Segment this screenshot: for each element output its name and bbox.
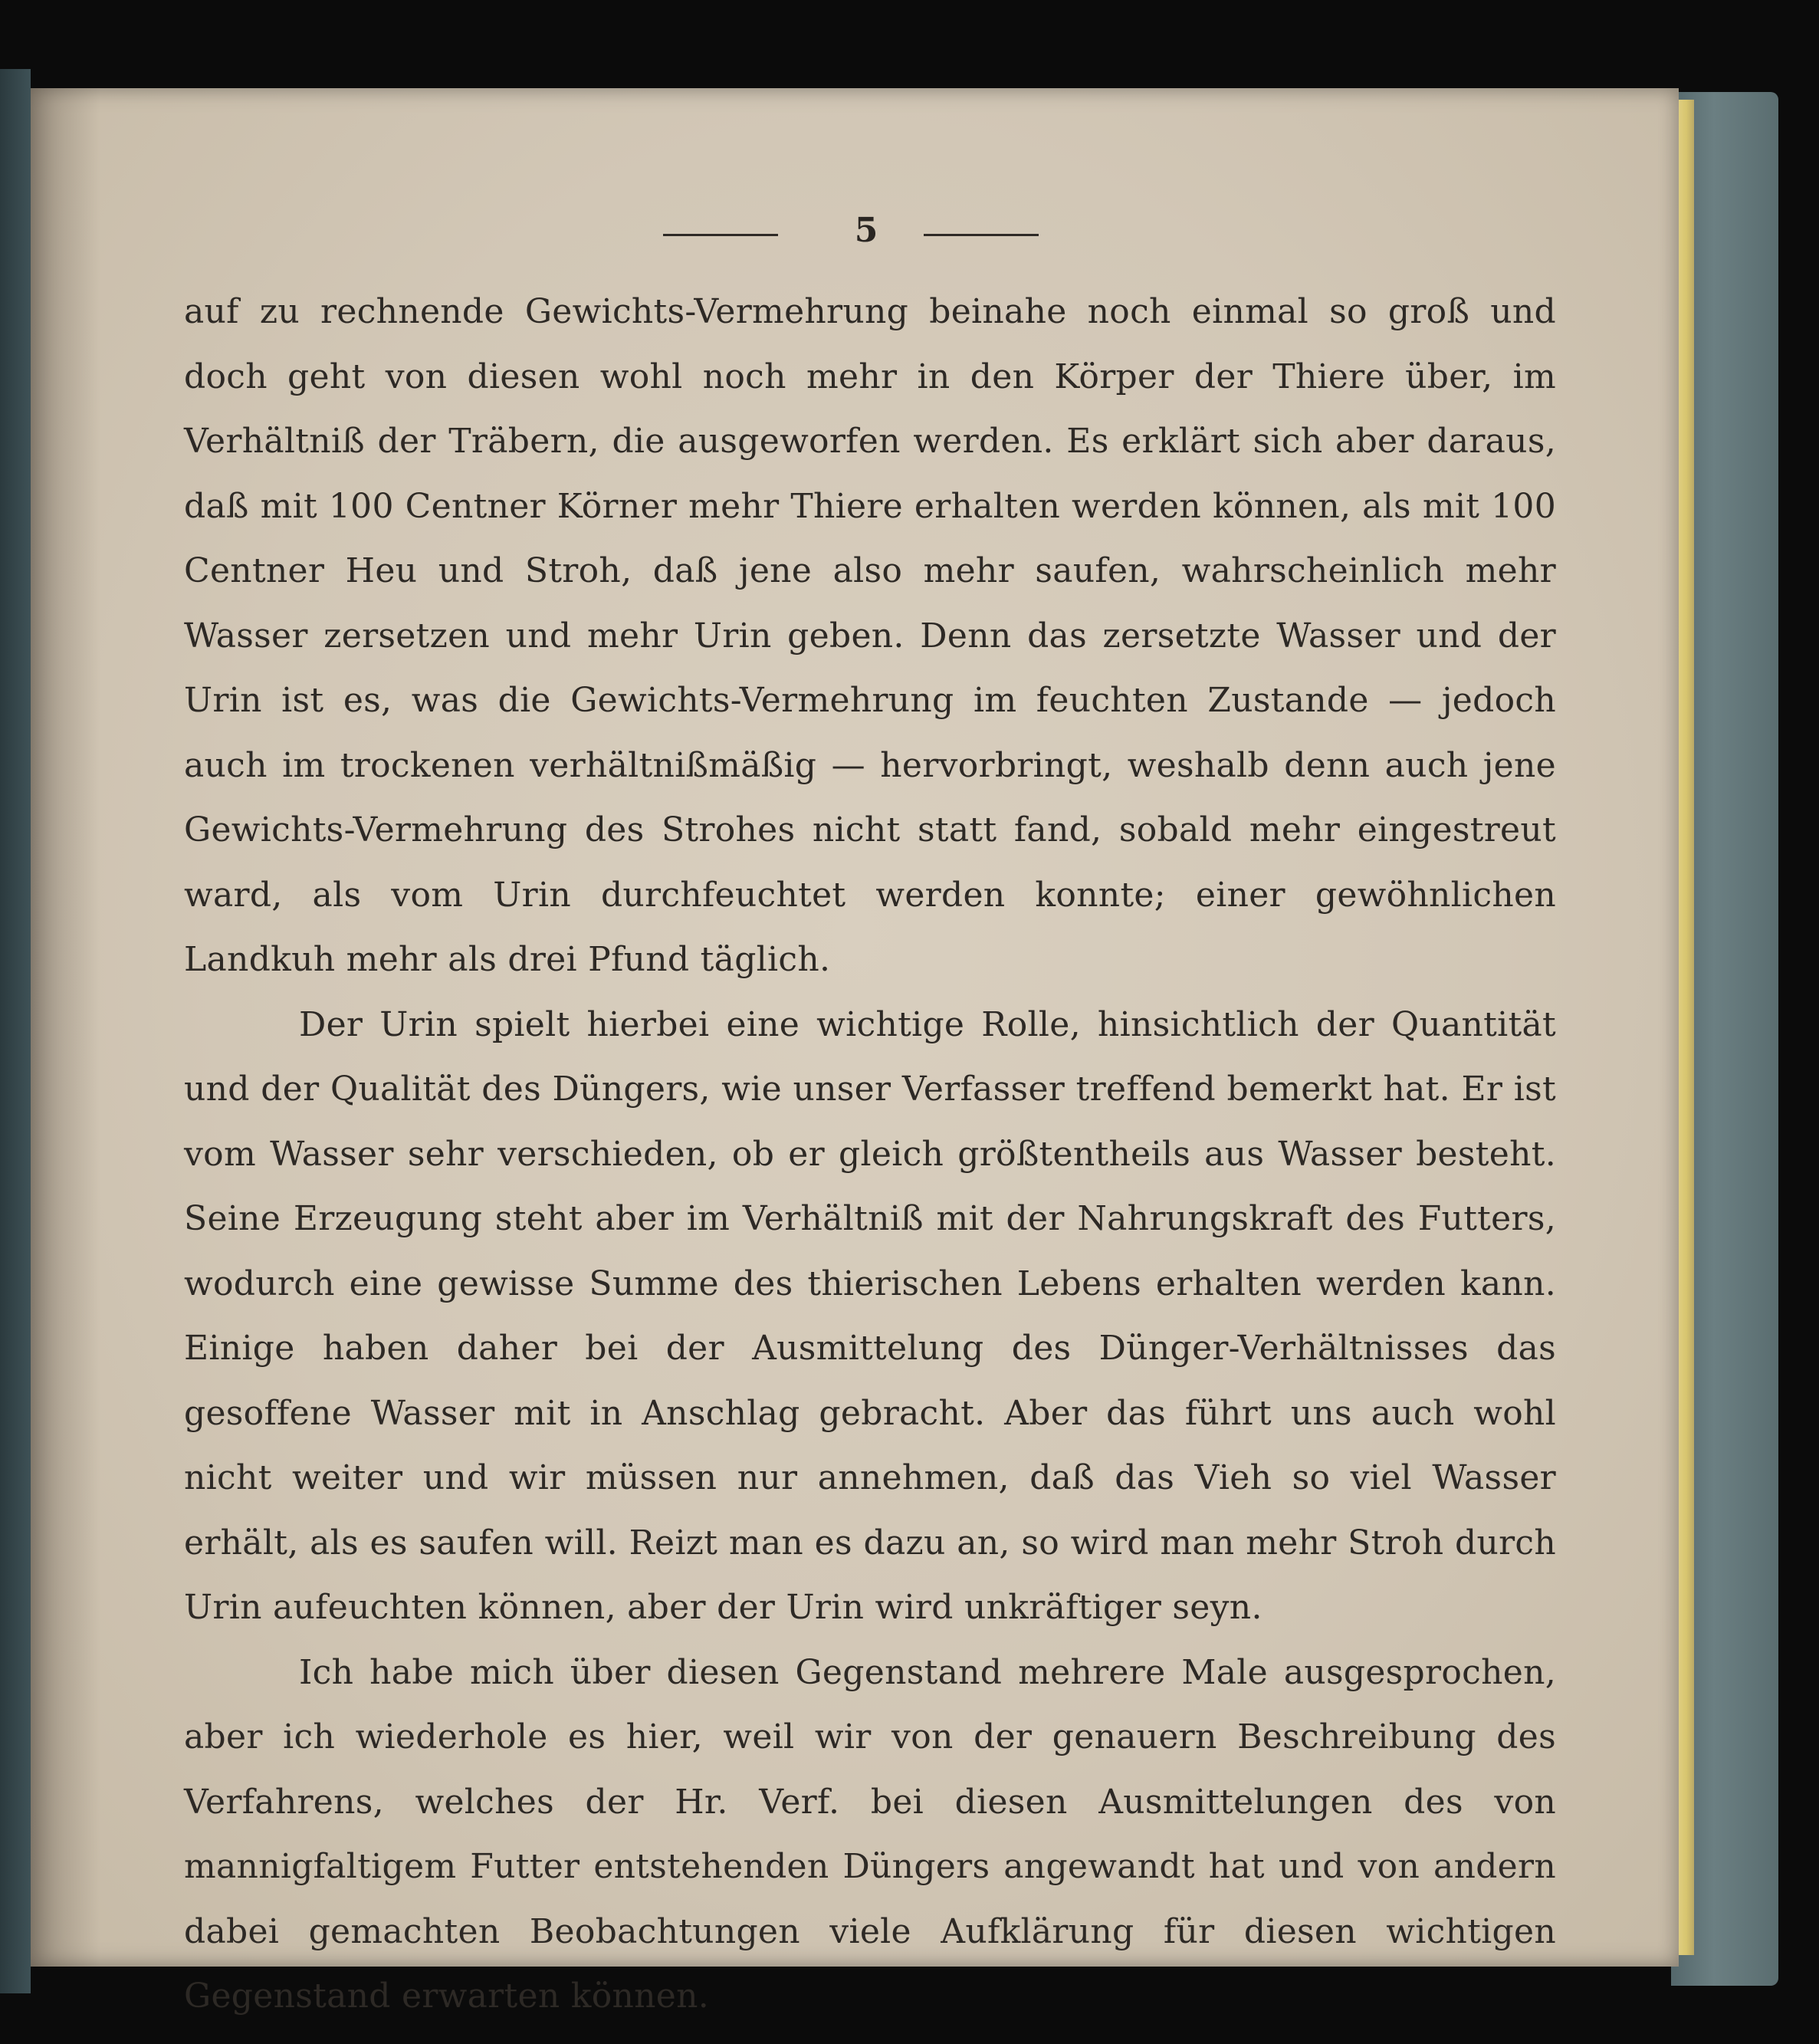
page-number: 5 [854,211,878,250]
paragraph-3: Ich habe mich über diesen Gegenstand mehrere Male ausgesprochen, aber ich wiederhole es hier, weil wir von der genauern Beschreibung des Verfahrens, welches der Hr. Verf. bei diesen Ausmittelungen des von mannigfaltigem Futter entstehenden Düngers angewandt hat und von andern dabei gemachten Beobachtungen viele Aufklärung für diesen wichtigen Gegenstand erwarten können. [184,1652,1556,2016]
header-rule-right [924,234,1039,236]
gutter-shadow [31,88,100,1967]
page-body [184,280,1556,2029]
paragraph-1: auf zu rechnende Gewichts-Vermehrung beinahe noch einmal so groß und doch geht von diesen wohl noch mehr in den Körper der Thiere über, im Verhältniß der Träbern, die ausgeworfen werden. Es erklärt sich aber daraus, daß mit 100 Centner Körner mehr Thiere erhalten werden können, als mit 100 Centner Heu und Stroh, daß jene also mehr saufen, wahrscheinlich mehr Wasser zersetzen und mehr Urin geben. Denn das zersetzte Wasser und der Urin ist es, was die Gewichts-Vermehrung im feuchten Zustande — jedoch auch im trockenen verhältnißmäßig — hervorbringt, weshalb denn auch jene Gewichts-Vermehrung des Strohes nicht statt fand, sobald mehr eingestreut ward, als vom Urin durchfeuchtet werden konnte; einer gewöhnlichen Landkuh mehr als drei Pfund täglich. [184,292,1556,979]
header-rule-left [663,234,778,236]
book-page [31,88,1679,2016]
left-book-board [0,69,31,1993]
paragraph-2: Der Urin spielt hierbei eine wichtige Rolle, hinsichtlich der Quantität und der Qualität des Düngers, wie unser Verfasser treffend bemerkt hat. Er ist vom Wasser sehr verschieden, ob er gleich größtentheils aus Wasser besteht. Seine Erzeugung steht aber im Verhältniß mit der Nahrungskraft des Futters, wodurch eine gewisse Summe des thierischen Lebens erhalten werden kann. Einige haben daher bei der Ausmittelung des Dünger-Verhältnisses das gesoffene Wasser mit in Anschlag gebracht. Aber das führt uns auch wohl nicht weiter und wir müssen nur annehmen, daß das Vieh so viel Wasser erhält, als es saufen will. Reizt man es dazu an, so wird man mehr Stroh durch Urin aufeuchten können, aber der Urin wird unkräftiger seyn. [184,1004,1556,1627]
